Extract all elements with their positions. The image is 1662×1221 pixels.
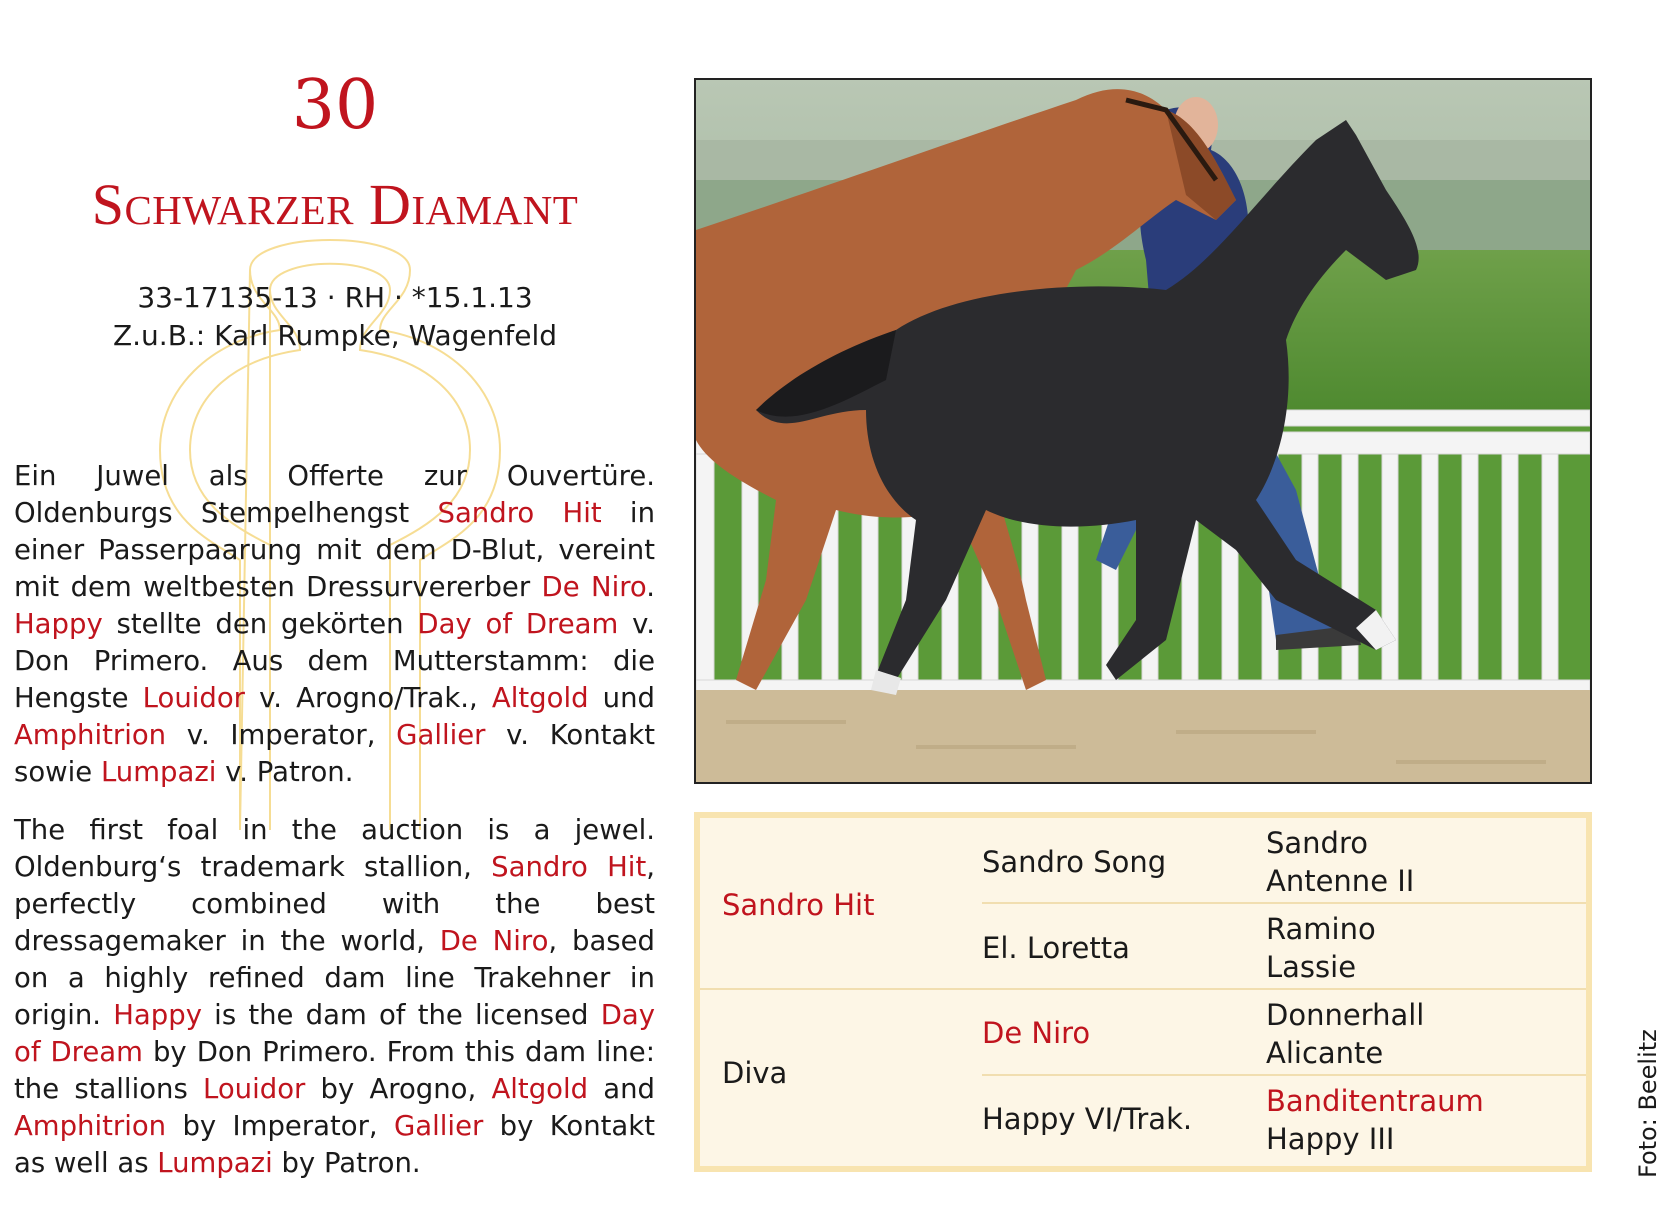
text-run: is the dam of the licensed bbox=[201, 999, 601, 1031]
description-german bbox=[14, 458, 655, 791]
highlighted-horse-name: Day of Dream bbox=[14, 999, 655, 1068]
pedigree-dam-sire: De Niro bbox=[982, 1016, 1091, 1050]
text-run: . bbox=[646, 571, 656, 603]
highlighted-horse-name: Sandro Hit bbox=[437, 497, 602, 529]
highlighted-horse-name: Lumpazi bbox=[100, 756, 217, 788]
text-run: by Arogno, bbox=[305, 1073, 492, 1105]
pedigree-g3: Banditentraum bbox=[1266, 1084, 1484, 1118]
lot-number: 30 bbox=[291, 66, 379, 145]
highlighted-horse-name: Altgold bbox=[491, 682, 589, 714]
text-run: Ein Juwel als Offerte zur Ouvertüre. Oldenburgs Stempelhengst bbox=[14, 460, 655, 529]
horse-registration-info: 33-17135-13 · RH · *15.1.13 bbox=[137, 281, 533, 314]
text-run: v. Arogno/Trak., bbox=[244, 682, 492, 714]
highlighted-horse-name: Lumpazi bbox=[157, 1147, 273, 1179]
highlighted-horse-name: De Niro bbox=[439, 925, 549, 957]
highlighted-horse-name: Sandro Hit bbox=[491, 851, 647, 883]
highlighted-horse-name: Happy bbox=[113, 999, 202, 1031]
pedigree-g3: Antenne II bbox=[1266, 864, 1415, 898]
photo-credit: Foto: Beelitz bbox=[1634, 1029, 1662, 1178]
text-run: v. Patron. bbox=[216, 756, 354, 788]
text-run: , based on a highly refined dam line Trakehner in origin. bbox=[14, 925, 656, 1031]
highlighted-horse-name: Gallier bbox=[393, 1110, 484, 1142]
highlighted-horse-name: Altgold bbox=[491, 1073, 589, 1105]
pedigree-sire: Sandro Hit bbox=[722, 888, 875, 922]
text-run: and bbox=[588, 1073, 656, 1105]
pedigree-g3: Sandro bbox=[1266, 826, 1368, 860]
highlighted-horse-name: Amphitrion bbox=[14, 1110, 167, 1142]
highlighted-horse-name: Happy bbox=[14, 608, 103, 640]
pedigree-g3: Lassie bbox=[1266, 950, 1357, 984]
highlighted-horse-name: Louidor bbox=[203, 1073, 306, 1105]
text-run: in einer Passerpaarung mit dem D-Blut, vereint mit dem weltbesten Dressurvererber bbox=[14, 497, 655, 603]
pedigree-g3: Donnerhall bbox=[1266, 998, 1425, 1032]
text-run: The first foal in the auction is a jewel. Oldenburg‘s trademark stallion, bbox=[14, 814, 655, 883]
horse-name: Schwarzer Diamant bbox=[91, 172, 579, 237]
text-run: by Imperator, bbox=[166, 1110, 394, 1142]
pedigree-g3: Alicante bbox=[1266, 1036, 1384, 1070]
text-run: , perfectly combined with the best dressagemaker in the world, bbox=[14, 851, 655, 957]
text-run: by Kontakt as well as bbox=[14, 1110, 655, 1179]
text-run: by Don Primero. From this dam line: the stallions bbox=[14, 1036, 655, 1105]
highlighted-horse-name: Day of Dream bbox=[417, 608, 619, 640]
highlighted-horse-name: Louidor bbox=[142, 682, 245, 714]
pedigree-g3: Ramino bbox=[1266, 912, 1376, 946]
pedigree-g3: Happy III bbox=[1266, 1122, 1395, 1156]
highlighted-horse-name: Amphitrion bbox=[14, 719, 167, 751]
pedigree-sire-dam: El. Loretta bbox=[982, 931, 1130, 965]
pedigree-sire-sire: Sandro Song bbox=[982, 845, 1167, 879]
pedigree-dam: Diva bbox=[722, 1056, 788, 1090]
text-run: by Patron. bbox=[272, 1147, 421, 1179]
highlighted-horse-name: Gallier bbox=[396, 719, 486, 751]
text-run: stellte den gekörten bbox=[102, 608, 418, 640]
horse-photo bbox=[694, 78, 1592, 784]
text-run: v. Kontakt sowie bbox=[14, 719, 655, 788]
breeder-info: Z.u.B.: Karl Rumpke, Wagenfeld bbox=[112, 319, 558, 352]
description-english bbox=[14, 812, 655, 1182]
text-run: v. Imperator, bbox=[166, 719, 397, 751]
highlighted-horse-name: De Niro bbox=[541, 571, 647, 603]
pedigree-table bbox=[694, 812, 1592, 1172]
pedigree-dam-dam: Happy VI/Trak. bbox=[982, 1102, 1193, 1136]
pedigree-divider bbox=[982, 902, 1586, 904]
pedigree-divider bbox=[982, 1074, 1586, 1076]
text-run: und bbox=[588, 682, 655, 714]
pedigree-divider bbox=[700, 988, 1586, 990]
text-run: v. Don Primero. Aus dem Mutterstamm: die Hengste bbox=[14, 608, 655, 714]
